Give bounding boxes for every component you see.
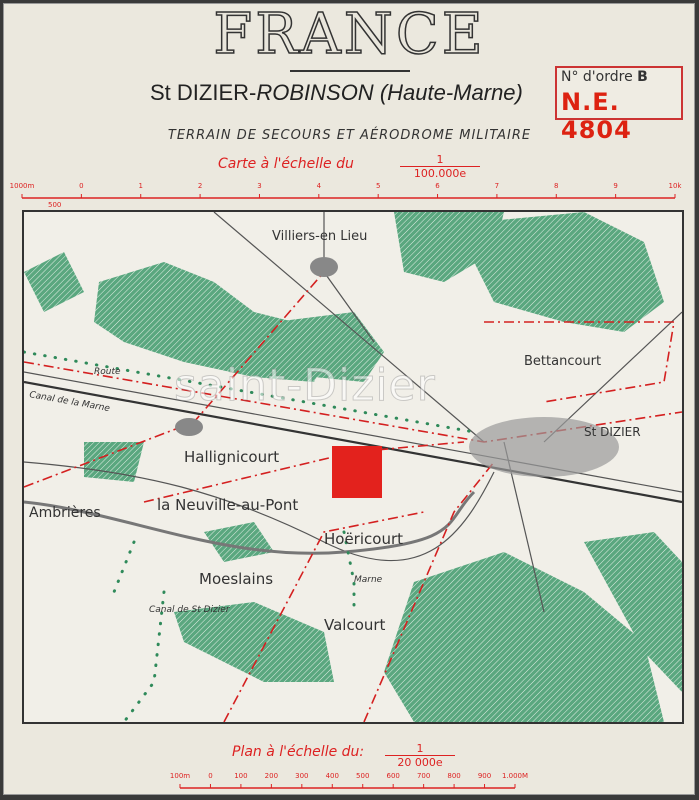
scale-tick-label: 1.000M [501,772,529,780]
scale-tick-label: 300 [295,772,309,780]
label-canal-st-dizier: Canal de St Dizier [149,605,230,615]
scale-tick-label: 600 [386,772,400,780]
scale-sub-tick: 500 [48,201,62,208]
scale-tick-label: 9 [613,182,618,190]
plan-scale-label: Plan à l'échelle du: [232,744,365,760]
label-moeslains: Moeslains [199,570,274,588]
forest [24,252,84,312]
label-marne: Marne [354,575,383,585]
label-st-dizier: St DIZIER [584,425,641,439]
label-bettancourt: Bettancourt [524,354,602,369]
scale-tick-label: 7 [494,182,500,190]
scale-tick-label: 2 [197,182,203,190]
watermark: saint-Dizier [174,360,436,411]
location-name: ROBINSON [256,80,374,105]
scale-tick-label: 3 [257,182,262,190]
scale-tick-label: 700 [416,772,431,780]
label-villiers: Villiers-en Lieu [272,229,368,244]
scale-tick-label: 100m [169,772,191,780]
title-rule [290,70,410,72]
label-canal-marne: Canal de la Marne [28,390,111,415]
label-valcourt: Valcourt [324,616,386,634]
map-scale-numerator: 1 [436,153,444,166]
scale-tick-label: 10k [668,182,682,190]
plan-scale-denominator: 20 000e [385,755,455,769]
scale-tick-label: 800 [447,772,461,780]
scale-tick-label: 0 [79,182,84,190]
scale-tick-label: 200 [264,772,279,780]
scale-tick-label: 500 [356,772,370,780]
scale-tick-label: 900 [477,772,492,780]
airfield [332,446,382,498]
map-scale-label: Carte à l'échelle du [218,156,354,172]
map-area [22,210,684,724]
location-prefix: St DIZIER- [150,80,257,105]
label-la-neuville: la Neuville-au-Pont [157,496,299,514]
scale-tick-label: 4 [316,182,322,190]
forest [474,212,664,332]
scale-tick-label: 400 [325,772,339,780]
scale-tick-label: 1000m [9,182,35,190]
label-hallignicourt: Hallignicourt [184,448,280,466]
label-hoericourt: Hoëricourt [324,530,403,548]
scale-tick-label: 1 [138,182,143,190]
order-label [561,69,648,85]
plan-scale-fraction [385,742,455,769]
scale-tick-label: 100 [234,772,248,780]
map-scale-fraction [400,153,480,180]
subtitle [150,80,523,106]
plan-scale-numerator: 1 [416,742,424,755]
scale-tick-label: 8 [554,182,559,190]
description: TERRAIN DE SECOURS ET AÉRODROME MILITAIRE [167,128,532,143]
map-scale-bar [0,180,699,208]
department: (Haute-Marne) [379,80,523,105]
map-drawing [24,212,682,722]
order-number: N.E. 4804 [561,88,632,144]
plan-scale-bar [0,770,699,792]
order-series: B [637,69,648,85]
scale-tick-label: 0 [208,772,213,780]
label-ambrieres: Ambrières [29,505,101,521]
scale-tick-label: 6 [435,182,440,190]
scale-tick-label: 5 [375,182,381,190]
map-scale-denominator: 100.000e [400,166,480,180]
order-label-text: N° d'ordre [561,69,633,85]
label-route: Route [94,367,121,377]
order-box [555,66,683,144]
title: FRANCE [213,2,486,67]
